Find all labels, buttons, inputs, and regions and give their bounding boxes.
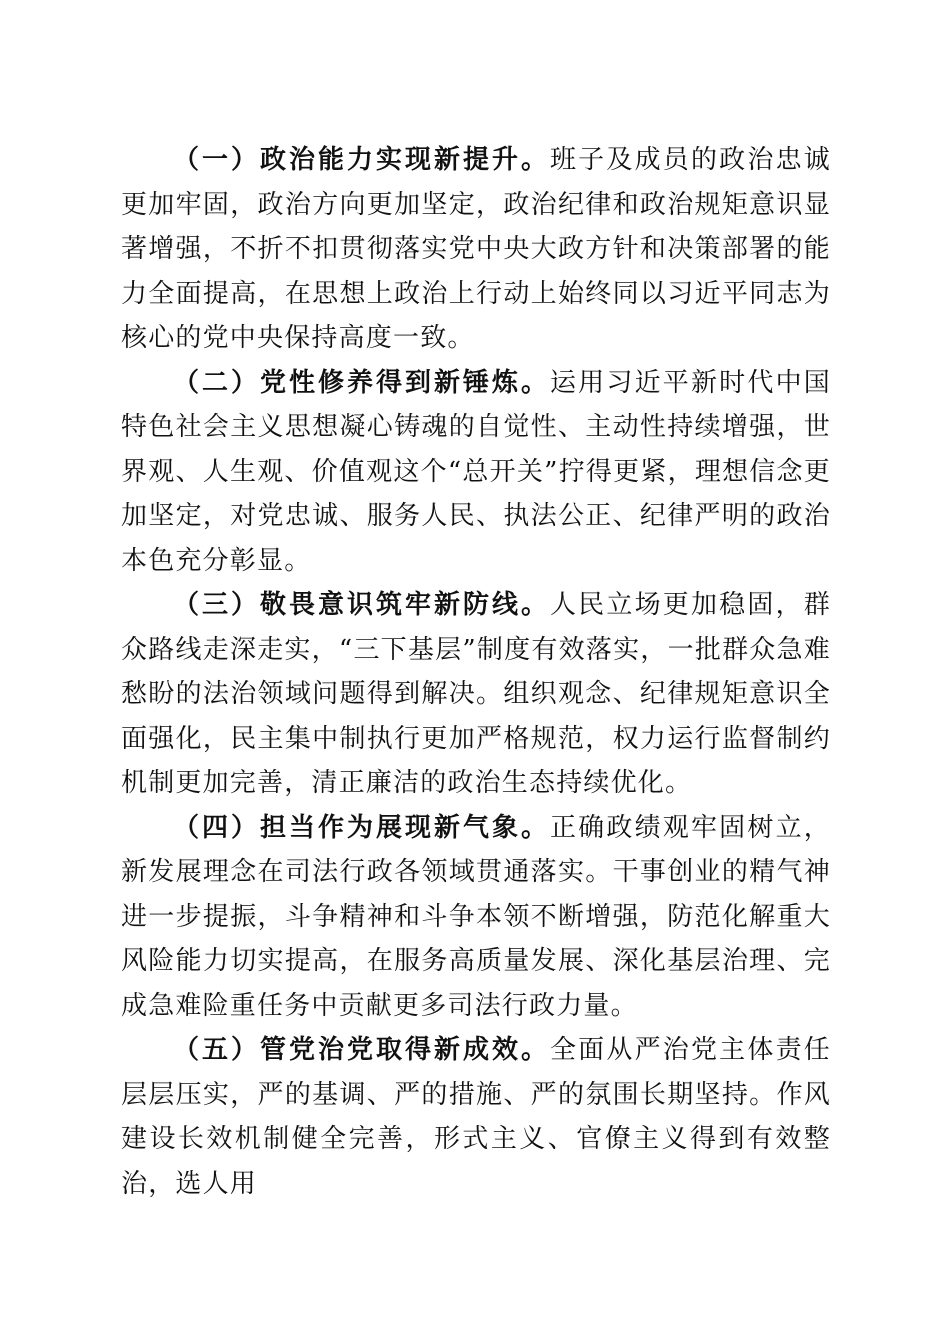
paragraph-4-heading: （四）担当作为展现新气象。 (173, 812, 550, 843)
paragraph-1-heading: （一）政治能力实现新提升。 (173, 145, 550, 175)
document-page (121, 138, 831, 1206)
paragraph-3-body: 人民立场更加稳固，群众路线走深走实，“三下基层”制度有效落实，一批群众急难愁盼的法治领域问题得到解决。组织观念、纪律规矩意识全面强化，民主集中制执行更加严格规范，权力运行监督制约机制更加完善，清正廉洁的政治生态持续优化。 (121, 590, 831, 798)
paragraph-3-heading: （三）敬畏意识筑牢新防线。 (173, 590, 550, 620)
paragraph-5-heading: （五）管党治党取得新成效。 (173, 1035, 550, 1065)
paragraph-5-body: 全面从严治党主体责任层层压实，严的基调、严的措施、严的氛围长期坚持。作风建设长效机制健全完善，形式主义、官僚主义得到有效整治，选人用 (121, 1035, 831, 1199)
paragraph-2-heading: （二）党性修养得到新锤炼。 (173, 367, 550, 398)
paragraph-2 (121, 361, 831, 584)
paragraph-2-body: 运用习近平新时代中国特色社会主义思想凝心铸魂的自觉性、主动性持续增强，世界观、人生观、价值观这个“总开关”拧得更紧，理想信念更加坚定，对党忠诚、服务人民、执法公正、纪律严明的政治本色充分彰显。 (121, 367, 831, 576)
paragraph-1 (121, 138, 831, 361)
paragraph-5 (121, 1028, 831, 1206)
paragraph-4-body: 正确政绩观牢固树立，新发展理念在司法行政各领域贯通落实。干事创业的精气神进一步提振，斗争精神和斗争本领不断增强，防范化解重大风险能力切实提高，在服务高质量发展、深化基层治理、完成急难险重任务中贡献更多司法行政力量。 (121, 812, 831, 1021)
paragraph-3 (121, 583, 831, 806)
paragraph-4 (121, 806, 831, 1029)
paragraph-1-body: 班子及成员的政治忠诚更加牢固，政治方向更加坚定，政治纪律和政治规矩意识显著增强，不折不扣贯彻落实党中央大政方针和决策部署的能力全面提高，在思想上政治上行动上始终同以习近平同志为核心的党中央保持高度一致。 (121, 145, 831, 353)
